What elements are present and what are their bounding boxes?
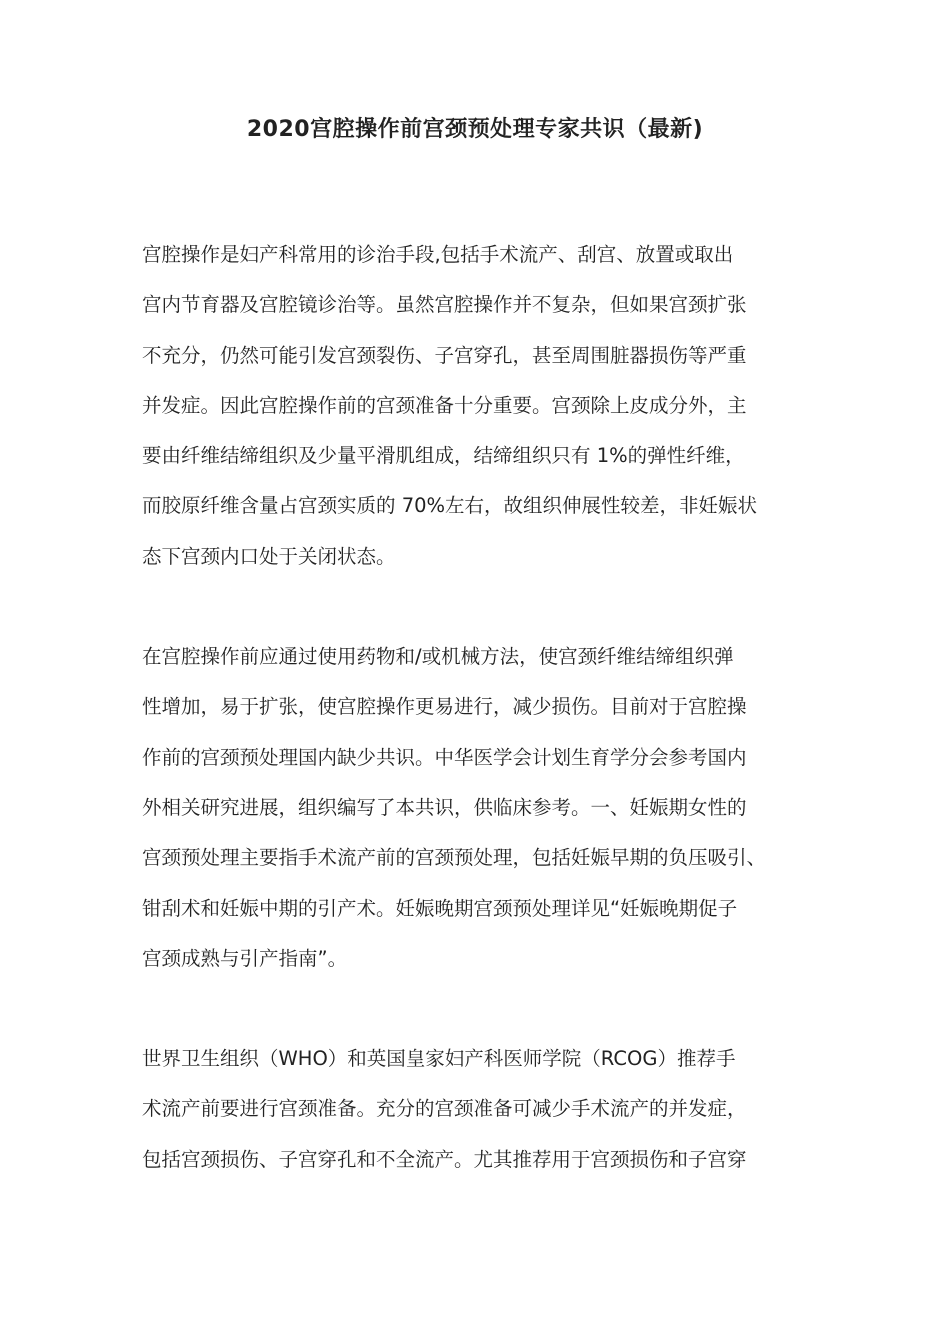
paragraph-1 xyxy=(142,230,808,582)
text-line: 宫颈预处理主要指手术流产前的宫颈预处理，包括妊娠早期的负压吸引、 xyxy=(142,846,767,870)
text-line: 态下宫颈内口处于关闭状态。 xyxy=(142,544,396,568)
text-line: 宫内节育器及宫腔镜诊治等。虽然宫腔操作并不复杂，但如果宫颈扩张 xyxy=(142,293,747,317)
paragraph-3 xyxy=(142,1034,808,1185)
text-line: 作前的宫颈预处理国内缺少共识。中华医学会计划生育学分会参考国内 xyxy=(142,745,747,769)
text-line: 在宫腔操作前应通过使用药物和/或机械方法，使宫颈纤维结缔组织弹 xyxy=(142,645,734,669)
text-line: 钳刮术和妊娠中期的引产术。妊娠晚期宫颈预处理详见“妊娠晚期促子 xyxy=(142,896,738,920)
text-line: 要由纤维结缔组织及少量平滑肌组成，结缔组织只有 1%的弹性纤维， xyxy=(142,444,745,468)
text-line: 包括宫颈损伤、子宫穿孔和不全流产。尤其推荐用于宫颈损伤和子宫穿 xyxy=(142,1147,747,1171)
text-line: 宫腔操作是妇产科常用的诊治手段,包括手术流产、刮宫、放置或取出 xyxy=(142,243,734,266)
text-line: 术流产前要进行宫颈准备。充分的宫颈准备可减少手术流产的并发症， xyxy=(142,1097,747,1121)
text-line: 外相关研究进展，组织编写了本共识，供临床参考。一、妊娠期女性的 xyxy=(142,795,747,819)
text-line: 而胶原纤维含量占宫颈实质的 70%左右，故组织伸展性较差，非妊娠状 xyxy=(142,494,758,518)
text-line: 不充分，仍然可能引发宫颈裂伤、子宫穿孔，甚至周围脏器损伤等严重 xyxy=(142,343,747,367)
text-line: 宫颈成熟与引产指南”。 xyxy=(142,946,348,970)
paragraph-2 xyxy=(142,632,808,984)
text-line: 世界卫生组织（WHO）和英国皇家妇产科医师学院（RCOG）推荐手 xyxy=(142,1047,736,1071)
document-title: 2020宫腔操作前宫颈预处理专家共识（最新) xyxy=(246,117,704,142)
text-line: 性增加，易于扩张，使宫腔操作更易进行，减少损伤。目前对于宫腔操 xyxy=(142,695,747,719)
text-line: 并发症。因此宫腔操作前的宫颈准备十分重要。宫颈除上皮成分外，主 xyxy=(142,393,747,417)
document-body xyxy=(142,230,808,1185)
